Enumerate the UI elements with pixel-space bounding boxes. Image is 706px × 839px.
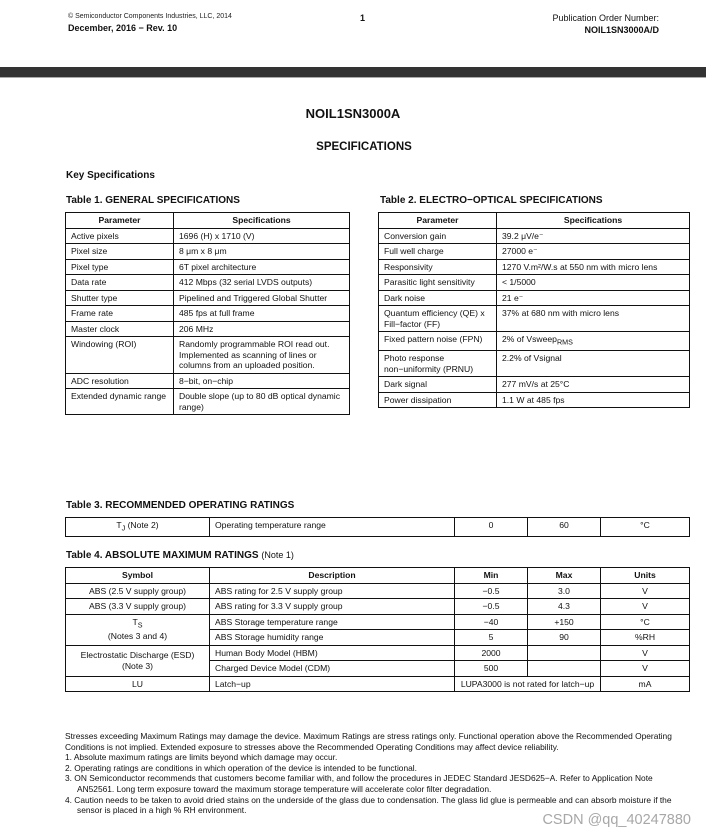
param-cell: Pixel type — [66, 259, 174, 275]
table-row — [66, 583, 690, 599]
revision-date: December, 2016 − Rev. 10 — [68, 23, 178, 33]
t4-max — [528, 661, 601, 677]
header-rule — [0, 67, 706, 77]
table2-title: Table 2. ELECTRO−OPTICAL SPECIFICATIONS — [380, 195, 603, 206]
t4-unit: %RH — [601, 630, 690, 646]
t4-description: Charged Device Model (CDM) — [210, 661, 455, 677]
t4-unit: V — [601, 661, 690, 677]
spec-cell: 1270 V.m²/W.s at 550 nm with micro lens — [497, 259, 690, 275]
table-row — [66, 259, 350, 275]
param-cell: Full well charge — [379, 244, 497, 260]
t4-header-units: Units — [601, 568, 690, 584]
publication-label: Publication Order Number: — [552, 13, 659, 23]
spec-cell: 6T pixel architecture — [174, 259, 350, 275]
spec-cell: 206 MHz — [174, 321, 350, 337]
table-row — [379, 259, 690, 275]
param-cell: ADC resolution — [66, 373, 174, 389]
watermark: CSDN @qq_40247880 — [542, 812, 691, 828]
table-row — [379, 275, 690, 291]
t4-header-symbol: Symbol — [66, 568, 210, 584]
table-row — [66, 518, 690, 537]
spec-cell: 1696 (H) x 1710 (V) — [174, 228, 350, 244]
table-row — [379, 332, 690, 351]
param-cell: Shutter type — [66, 290, 174, 306]
t4-header-max: Max — [528, 568, 601, 584]
absolute-maximum-ratings-table — [65, 567, 690, 692]
t4-description: ABS Storage temperature range — [210, 614, 455, 630]
t4-unit: V — [601, 583, 690, 599]
t4-min: 5 — [455, 630, 528, 646]
param-cell: Active pixels — [66, 228, 174, 244]
copyright: © Semiconductor Components Industries, LLC, 2014 — [68, 13, 232, 20]
key-specifications-heading: Key Specifications — [66, 170, 155, 181]
electro-optical-specifications-table — [378, 212, 690, 408]
t4-unit: V — [601, 599, 690, 615]
spec-cell: Randomly programmable ROI read out. Implemented as scanning of lines or columns from an uploaded position. — [174, 337, 350, 374]
t4-unit: V — [601, 645, 690, 661]
section-title: SPECIFICATIONS — [316, 141, 412, 153]
t4-max: 3.0 — [528, 583, 601, 599]
header-rule-thin — [0, 77, 706, 78]
table1-title: Table 1. GENERAL SPECIFICATIONS — [66, 195, 240, 206]
spec-cell: 37% at 680 nm with micro lens — [497, 306, 690, 332]
t4-max: +150 — [528, 614, 601, 630]
footnote-2: 2. Operating ratings are conditions in which operation of the device is intended to be functional. — [65, 762, 417, 773]
param-cell: Dark noise — [379, 290, 497, 306]
footnote-1: 1. Absolute maximum ratings are limits beyond which damage may occur. — [65, 752, 338, 763]
t4-min: −0.5 — [455, 599, 528, 615]
spec-cell: < 1/5000 — [497, 275, 690, 291]
t4-unit: mA — [601, 676, 690, 692]
t4-symbol: LU — [66, 676, 210, 692]
t4-max — [528, 645, 601, 661]
recommended-operating-ratings-table — [65, 517, 690, 537]
t4-minmax-note: LUPA3000 is not rated for latch−up — [455, 676, 601, 692]
table-row — [66, 337, 350, 374]
spec-cell: 27000 e⁻ — [497, 244, 690, 260]
t4-min: −0.5 — [455, 583, 528, 599]
spec-cell: 8 μm x 8 μm — [174, 244, 350, 260]
spec-cell: Double slope (up to 80 dB optical dynamic range) — [174, 389, 350, 415]
spec-cell: 1.1 W at 485 fps — [497, 392, 690, 408]
param-cell: Quantum efficiency (QE) x Fill−factor (FF) — [379, 306, 497, 332]
t4-header-description: Description — [210, 568, 455, 584]
table-row — [66, 389, 350, 415]
table2-header-parameter: Parameter — [379, 213, 497, 229]
t4-max: 90 — [528, 630, 601, 646]
t4-description: Latch−up — [210, 676, 455, 692]
table-row — [66, 228, 350, 244]
t4-min: 2000 — [455, 645, 528, 661]
t4-description: Human Body Model (HBM) — [210, 645, 455, 661]
t3-unit: °C — [601, 518, 690, 537]
table-row — [379, 377, 690, 393]
table-row — [379, 392, 690, 408]
spec-cell: 2.2% of Vsignal — [497, 351, 690, 377]
footnotes — [65, 731, 675, 816]
t4-header-min: Min — [455, 568, 528, 584]
table-row — [66, 599, 690, 615]
spec-cell: 21 e⁻ — [497, 290, 690, 306]
param-cell: Power dissipation — [379, 392, 497, 408]
table-row — [66, 290, 350, 306]
table-row — [66, 321, 350, 337]
spec-cell: 2% of Vsweep$_{RMS}$ — [497, 332, 690, 351]
spec-cell: 8−bit, on−chip — [174, 373, 350, 389]
general-specifications-table — [65, 212, 350, 415]
t4-max: 4.3 — [528, 599, 601, 615]
param-cell: Dark signal — [379, 377, 497, 393]
t4-symbol: ABS (2.5 V supply group) — [66, 583, 210, 599]
t3-min: 0 — [455, 518, 528, 537]
param-cell: Data rate — [66, 275, 174, 291]
table-row — [379, 306, 690, 332]
table1-header-parameter: Parameter — [66, 213, 174, 229]
publication-number: NOIL1SN3000A/D — [584, 25, 659, 35]
table-row — [66, 306, 350, 322]
spec-cell: 277 mV/s at 25°C — [497, 377, 690, 393]
spec-cell: 485 fps at full frame — [174, 306, 350, 322]
table-row — [66, 275, 350, 291]
param-cell: Fixed pattern noise (FPN) — [379, 332, 497, 351]
param-cell: Photo response non−uniformity (PRNU) — [379, 351, 497, 377]
t4-description: ABS rating for 3.3 V supply group — [210, 599, 455, 615]
header-left — [68, 13, 232, 33]
spec-cell: 39.2 μV/e⁻ — [497, 228, 690, 244]
t4-description: ABS Storage humidity range — [210, 630, 455, 646]
table-row — [379, 290, 690, 306]
spec-cell: Pipelined and Triggered Global Shutter — [174, 290, 350, 306]
t4-symbol: ABS (3.3 V supply group) — [66, 599, 210, 615]
table-row — [66, 244, 350, 260]
stress-note: Stresses exceeding Maximum Ratings may damage the device. Maximum Ratings are stress ratings only. Functional operation above the Recommended Operating Conditions is not implied. Extended exposure to stresses above the Recommended Operating Conditions may affect device reliability. — [65, 731, 672, 752]
param-cell: Master clock — [66, 321, 174, 337]
param-cell: Extended dynamic range — [66, 389, 174, 415]
table-row — [66, 645, 690, 661]
table-row — [66, 676, 690, 692]
table2-header-specifications: Specifications — [497, 213, 690, 229]
param-cell: Windowing (ROI) — [66, 337, 174, 374]
t4-min: −40 — [455, 614, 528, 630]
t4-symbol-esd: Electrostatic Discharge (ESD) (Note 3) — [66, 645, 210, 676]
t3-symbol: $T_J$ (Note 2) — [66, 518, 210, 537]
table-row — [379, 244, 690, 260]
param-cell: Conversion gain — [379, 228, 497, 244]
header-right — [552, 13, 659, 35]
table4-title: Table 4. ABSOLUTE MAXIMUM RATINGS (Note 1) — [66, 550, 294, 561]
table3-title: Table 3. RECOMMENDED OPERATING RATINGS — [66, 500, 295, 511]
table-row — [66, 373, 350, 389]
t3-description: Operating temperature range — [210, 518, 455, 537]
part-number-title: NOIL1SN3000A — [305, 106, 401, 121]
table-row — [379, 228, 690, 244]
spec-cell: 412 Mbps (32 serial LVDS outputs) — [174, 275, 350, 291]
t4-symbol-ts: $T_S$ (Notes 3 and 4) — [66, 614, 210, 645]
footnote-4: 4. Caution needs to be taken to avoid dried stains on the underside of the glass due to condensation. The glass lid glue is permeable and can absorb moisture if the sensor is placed in a high % RH environment. — [65, 794, 672, 816]
param-cell: Frame rate — [66, 306, 174, 322]
t4-description: ABS rating for 2.5 V supply group — [210, 583, 455, 599]
footnote-3: 3. ON Semiconductor recommends that customers become familiar with, and follow the procedures in JEDEC Standard JESD625−A. Refer to Application Note AN52561. Long term exposure toward the maximum storage temperature will accelerate color filter degradation. — [65, 773, 653, 794]
t4-min: 500 — [455, 661, 528, 677]
table1-header-specifications: Specifications — [174, 213, 350, 229]
param-cell: Responsivity — [379, 259, 497, 275]
table-row — [379, 351, 690, 377]
table-row — [66, 614, 690, 630]
t4-unit: °C — [601, 614, 690, 630]
param-cell: Pixel size — [66, 244, 174, 260]
t3-max: 60 — [528, 518, 601, 537]
param-cell: Parasitic light sensitivity — [379, 275, 497, 291]
page-number: 1 — [360, 13, 366, 23]
